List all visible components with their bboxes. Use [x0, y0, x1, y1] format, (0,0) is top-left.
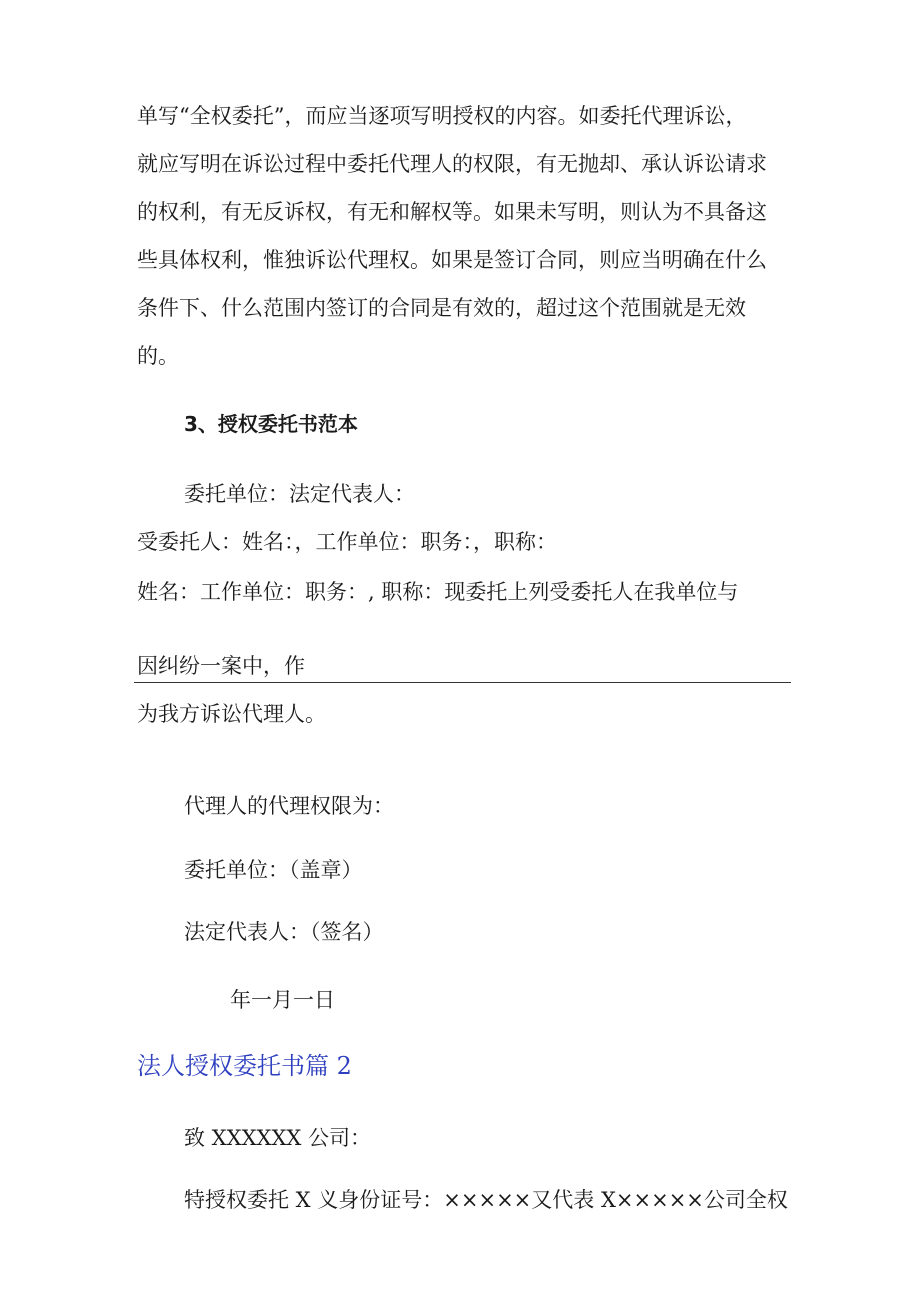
letter-addressee: 致 XXXXXX 公司：	[184, 1126, 372, 1150]
signature-label: 法定代表人：（签名）	[184, 920, 384, 944]
form-line-name: 姓名：工作单位：职务：, 职称：现委托上列受委托人在我单位与	[137, 580, 739, 604]
paragraph-line-6: 的。	[137, 344, 179, 368]
section-heading-3: 3、授权委托书范本	[184, 412, 358, 436]
date-label: 年一月一日	[230, 988, 335, 1012]
section-title-2: 法人授权委托书篇 2	[137, 1052, 352, 1080]
seal-label: 委托单位：（盖章）	[184, 858, 363, 882]
paragraph-line-5: 条件下、什么范围内签订的合同是有效的，超过这个范围就是无效	[137, 296, 746, 320]
form-line-principal: 委托单位：法定代表人：	[184, 482, 415, 506]
form-line-agent-role: 为我方诉讼代理人。	[137, 702, 326, 726]
horizontal-rule	[134, 682, 791, 683]
paragraph-line-1: 单写“全权委托”，而应当逐项写明授权的内容。如委托代理诉讼，	[137, 104, 747, 128]
paragraph-line-3: 的权利，有无反诉权，有无和解权等。如果未写明，则认为不具备这	[137, 200, 767, 224]
paragraph-line-4: 些具体权利，惟独诉讼代理权。如果是签订合同，则应当明确在什么	[137, 248, 767, 272]
authority-label: 代理人的代理权限为：	[184, 794, 394, 818]
form-line-dispute: 因纠纷一案中，作	[137, 654, 305, 678]
paragraph-line-2: 就应写明在诉讼过程中委托代理人的权限，有无抛却、承认诉讼请求	[137, 152, 767, 176]
letter-body-line: 特授权委托 X 义身份证号：×××××又代表 X×××××公司全权	[184, 1188, 788, 1212]
form-line-agent: 受委托人：姓名：，工作单位：职务：，职称：	[137, 530, 557, 554]
